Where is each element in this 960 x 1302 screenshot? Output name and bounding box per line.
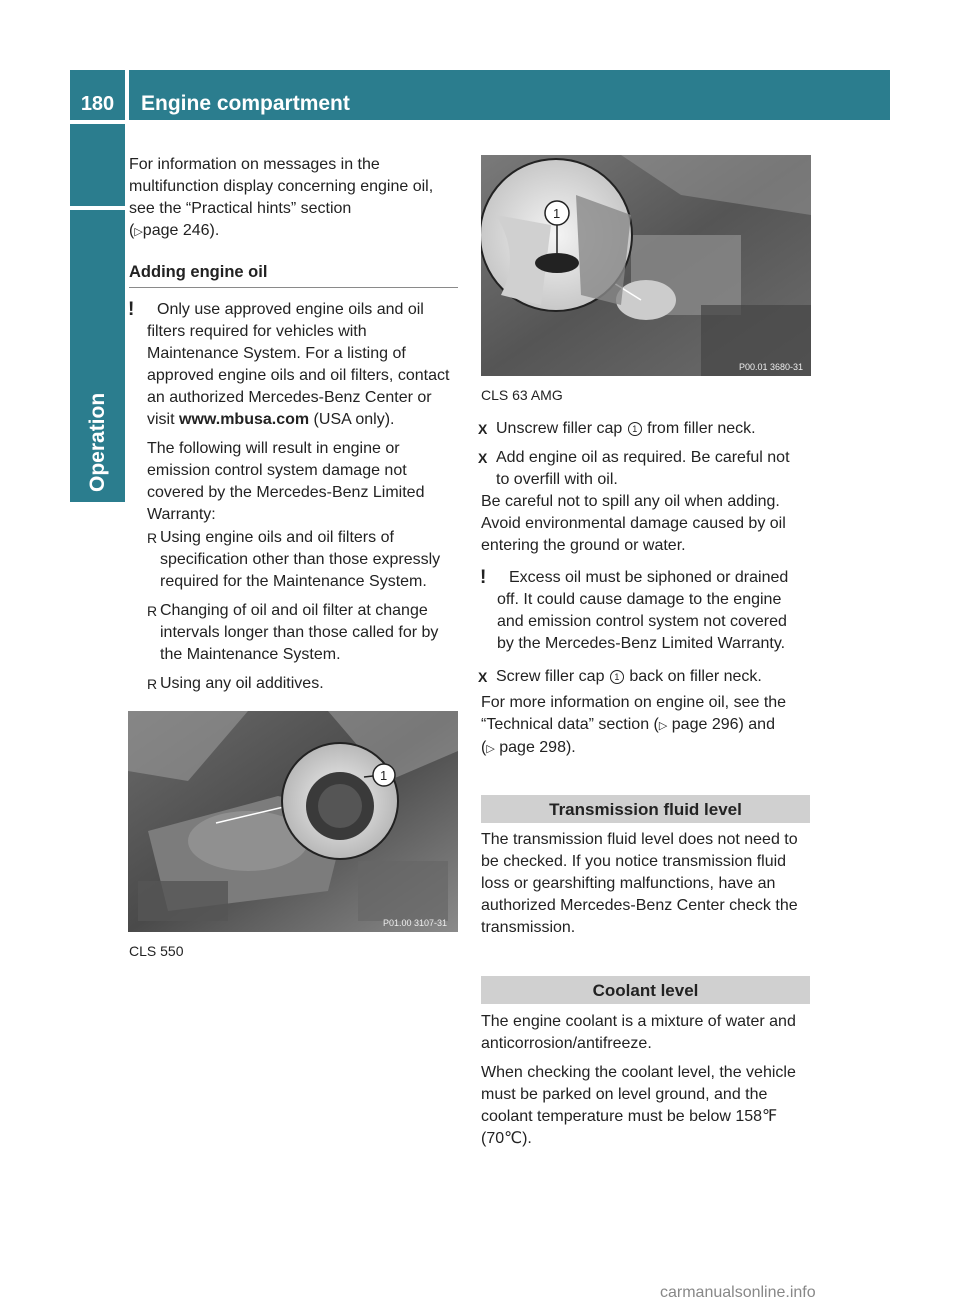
step-item: [496, 418, 816, 440]
text-line: an authorized Mercedes-Benz Center or: [147, 389, 432, 406]
text-line: Only use approved engine oils and oil: [157, 301, 424, 318]
section-title-adding-oil: Adding engine oil: [129, 263, 268, 281]
chapter-title: Engine compartment: [141, 92, 350, 115]
step-text: from filler neck.: [642, 420, 756, 437]
text-line: The transmission fluid level does not need to: [481, 831, 798, 848]
text-line: emission control system damage not: [147, 462, 407, 479]
text-line: For more information on engine oil, see the: [481, 694, 787, 711]
visit-text: visit: [147, 411, 179, 428]
engine-photo-cls550: [128, 711, 458, 932]
bullet-list: [160, 527, 465, 695]
list-item: [160, 527, 465, 593]
callout-1-icon: 1: [610, 670, 624, 684]
text-line: R Using engine oils and oil filters of: [160, 529, 394, 546]
text-line: authorized Mercedes-Benz Center check the: [481, 897, 798, 914]
text-line: be checked. If you notice transmission fluid: [481, 853, 787, 870]
text-line: Avoid environmental damage caused by oil: [481, 515, 786, 532]
text-line: loss or gearshifting malfunctions, have an: [481, 875, 776, 892]
photo-caption-cls63: CLS 63 AMG: [481, 387, 563, 403]
text-line: [147, 409, 467, 431]
callout-number: 1: [553, 206, 561, 221]
text-line: anticorrosion/antifreeze.: [481, 1035, 652, 1052]
text-line: [481, 737, 821, 760]
text-line: and emission control system not covered: [497, 613, 787, 630]
text-line: see the “Practical hints” section: [129, 200, 352, 217]
more-info-paragraph: [481, 692, 821, 760]
text-line: approved engine oils and oil filters, contact: [147, 367, 450, 384]
website-link[interactable]: www.mbusa.com: [179, 411, 310, 428]
transmission-paragraph: [481, 829, 821, 939]
text-line: filters required for vehicles with: [147, 323, 367, 340]
text-line: the Maintenance System.: [160, 646, 341, 663]
text-line: must be parked on level ground, and the: [481, 1086, 768, 1103]
text-line: When checking the coolant level, the vehicle: [481, 1064, 796, 1081]
paren: (: [481, 739, 487, 756]
text-line: The engine coolant is a mixture of water and: [481, 1013, 796, 1030]
step-text: Screw filler cap: [496, 668, 609, 685]
text-line: specification other than those expressly: [160, 551, 441, 568]
text-line: R Using any oil additives.: [160, 675, 324, 692]
careful-paragraph: [481, 491, 821, 557]
side-block: [70, 124, 125, 206]
section-rule: [129, 287, 458, 288]
engine-photo-cls63: [481, 155, 811, 376]
visit-suffix: (USA only).: [309, 411, 395, 428]
text-line: Warranty:: [147, 506, 216, 523]
footer-watermark: carmanualsonline.info: [660, 1284, 816, 1301]
text-line: off. It could cause damage to the engine: [497, 591, 782, 608]
text-line: X Add engine oil as required. Be careful not: [496, 449, 790, 466]
text-part: “Technical data” section (: [481, 716, 659, 733]
coolant-paragraph: [481, 1011, 821, 1150]
warning-block-2: [480, 567, 817, 655]
intro-paragraph: [129, 154, 459, 243]
section-title: Transmission fluid level: [549, 800, 742, 819]
steps-block: [496, 418, 816, 491]
photo-caption-cls550: CLS 550: [129, 943, 184, 959]
warning-block: [128, 299, 467, 526]
page-ref[interactable]: page 246).: [142, 222, 220, 239]
photo-code: P00.01 3680-31: [739, 362, 804, 372]
section-bar-transmission: [481, 795, 810, 823]
photo-code: P01.00 3107-31: [383, 918, 448, 928]
text-line: covered by the Mercedes-Benz Limited: [147, 484, 425, 501]
text-line: to overfill with oil.: [496, 471, 618, 488]
text-line: entering the ground or water.: [481, 537, 686, 554]
page-ref-arrow-icon: ▷: [486, 743, 495, 755]
text-line: [129, 220, 459, 243]
callout-1-icon: 1: [628, 422, 642, 436]
text-line: required for the Maintenance System.: [160, 573, 427, 590]
step-item: [496, 666, 816, 688]
list-item: [160, 600, 465, 666]
paren: (: [129, 222, 135, 239]
step-text: back on filler neck.: [624, 668, 762, 685]
page-ref[interactable]: page 296) and: [667, 716, 775, 733]
engine-illustration: [481, 155, 811, 376]
text-line: coolant temperature must be below 158℉: [481, 1108, 778, 1125]
text-line: Maintenance System. For a listing of: [147, 345, 406, 362]
text-line: The following will result in engine or: [147, 440, 400, 457]
text-line: Excess oil must be siphoned or drained: [509, 569, 789, 586]
side-tab-label: Operation: [85, 392, 109, 492]
callout-number: 1: [380, 768, 388, 783]
page-ref-arrow-icon: ▷: [134, 226, 143, 238]
engine-illustration: [128, 711, 458, 932]
step-item: [496, 447, 816, 491]
warning-icon: !: [480, 567, 487, 588]
text-line: Be careful not to spill any oil when adding.: [481, 493, 780, 510]
warning-icon: !: [128, 299, 135, 320]
side-tab-label-wrap: [70, 210, 125, 502]
page-ref-arrow-icon: ▷: [658, 720, 668, 732]
page-number: 180: [80, 93, 115, 115]
list-item: [160, 673, 465, 695]
text-line: by the Mercedes-Benz Limited Warranty.: [497, 635, 786, 652]
text-line: transmission.: [481, 919, 576, 936]
page-ref[interactable]: page 298).: [494, 739, 576, 756]
text-line: For information on messages in the: [129, 156, 380, 173]
step-text: Unscrew filler cap: [496, 420, 627, 437]
text-line: multifunction display concerning engine oil,: [129, 178, 434, 195]
text-line: R Changing of oil and oil filter at change: [160, 602, 428, 619]
section-bar-coolant: [481, 976, 810, 1004]
text-line: intervals longer than those called for by: [160, 624, 439, 641]
text-line: [481, 714, 821, 737]
section-title: Coolant level: [592, 981, 699, 1000]
text-line: (70℃).: [481, 1130, 532, 1147]
step-item-3: [496, 666, 816, 688]
